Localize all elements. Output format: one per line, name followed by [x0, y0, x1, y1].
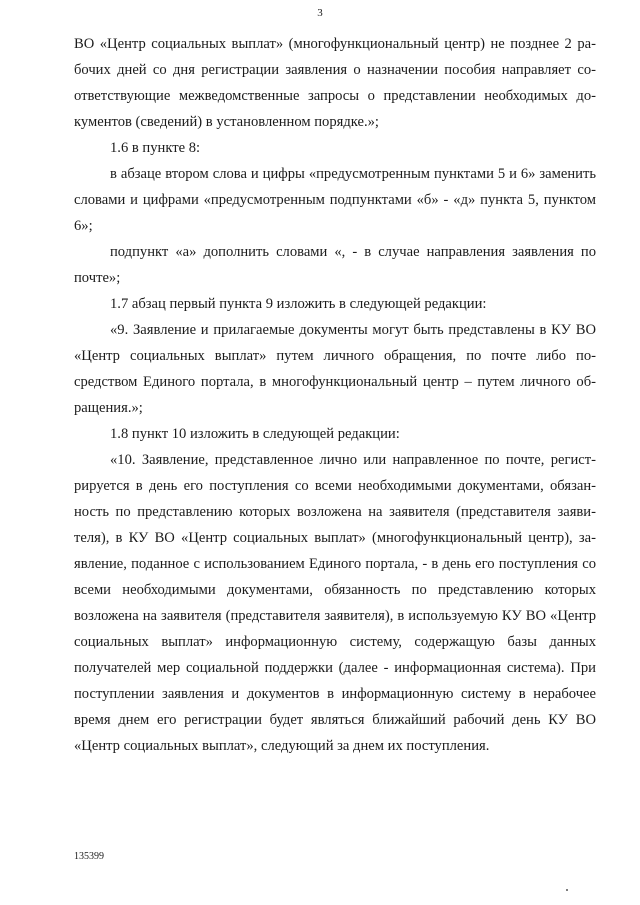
paragraph-continuation: ВО «Центр социальных выплат» (многофункциональный центр) не позднее 2 рабочих дней со дня регистрации заявления о назначении пособия направляет соответствующие межведомственные запросы о представлении необходимых документов (сведений) в установленном порядке.»;: [74, 36, 596, 130]
paragraph-amendment-subitem-a: подпункт «а» дополнить словами «, - в случае направления заявления по почте»;: [74, 244, 596, 286]
paragraph-item-1-6: 1.6 в пункте 8:: [110, 140, 201, 156]
paragraph-clause-9: «9. Заявление и прилагаемые документы могут быть представлены в КУ ВО «Центр социальных выплат» путем личного обращения, по почте либо посредством Единого портала, в многофункциональный центр – путем личного обращения.»;: [74, 322, 596, 416]
paragraph-item-1-8: 1.8 пункт 10 изложить в следующей редакции:: [110, 426, 400, 442]
scan-speck: [566, 889, 568, 891]
document-body: [74, 31, 596, 759]
document-code: 135399: [74, 851, 104, 862]
paragraph-item-1-7: 1.7 абзац первый пункта 9 изложить в следующей редакции:: [110, 296, 487, 312]
paragraph-clause-10: «10. Заявление, представленное лично или направленное по почте, регистрируется в день его поступления со всеми необходимыми документами, обязанность по представлению которых возложена на заявителя (представителя заявителя), в КУ ВО «Центр социальных выплат» (многофункциональный центр), заявление, поданное с использованием Единого портала, - в день его поступления со всеми необходимыми документами, обязанность по представлению которых возложена на заявителя (представителя заявителя), в используемую КУ ВО «Центр социальных выплат» информационную систему, содержащую базы данных получателей мер социальной поддержки (далее - информационная система). При поступлении заявления и документов в информационную систему в нерабочее время днем его регистрации будет являться ближайший рабочий день КУ ВО «Центр социальных выплат», следующий за днем их поступления.: [74, 452, 596, 754]
page-number: 3: [317, 7, 323, 19]
paragraph-amendment-abzac: в абзаце втором слова и цифры «предусмотренным пунктами 5 и 6» заменить словами и цифрами «предусмотренным подпунктами «б» - «д» пункта 5, пунктом 6»;: [74, 166, 596, 234]
